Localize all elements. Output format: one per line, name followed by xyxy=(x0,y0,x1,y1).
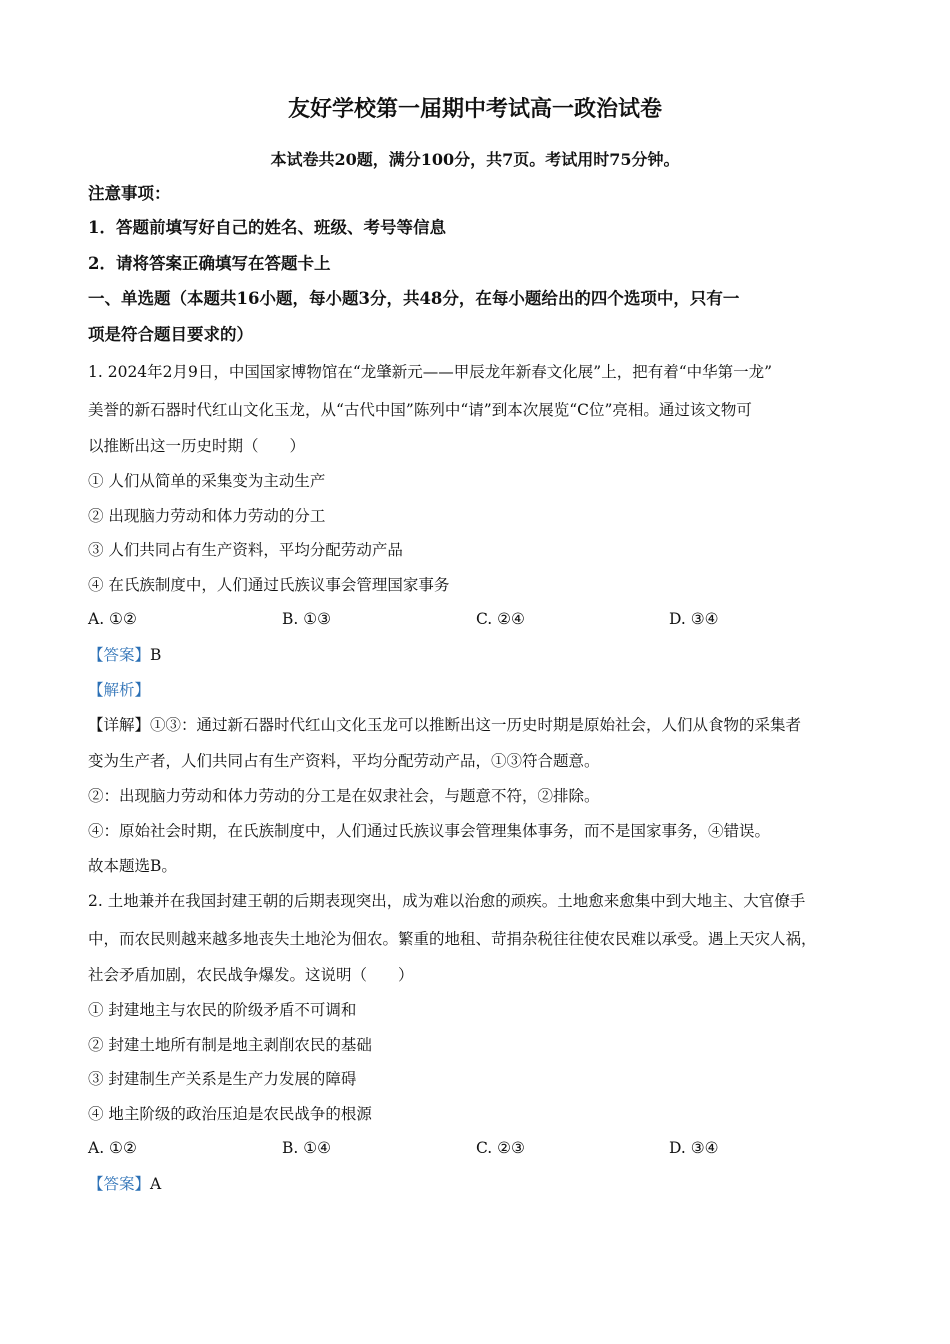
q1-detail-line: 变为生产者，人们共同占有生产资料，平均分配劳动产品，①③符合题意。 xyxy=(88,752,600,770)
q2-stem-line: 中，而农民则越来越多地丧失土地沦为佃农。繁重的地租、苛捐杂税往往使农民难以承受。遇上天灾人祸， xyxy=(88,930,817,948)
notice-heading: 注意事项： xyxy=(88,184,171,203)
q1-option-a: A. ①② xyxy=(88,610,137,628)
answer-value: B xyxy=(150,646,162,664)
exam-info: 本试卷共20题，满分100分，共7页。考试用时75分钟。 xyxy=(270,150,680,169)
notice-item: 2．请将答案正确填写在答题卡上 xyxy=(88,254,331,273)
q2-statement: ③ 封建制生产关系是生产力发展的障碍 xyxy=(88,1070,357,1088)
q2-option-c: C. ②③ xyxy=(476,1139,525,1157)
q2-option-b: B. ①④ xyxy=(282,1139,332,1157)
q1-option-c: C. ②④ xyxy=(476,610,525,628)
q2-option-d: D. ③④ xyxy=(669,1139,719,1157)
q1-stem-line: 1. 2024年2月9日，中国国家博物馆在“龙肇新元——甲辰龙年新春文化展”上，把有着“中华第一龙” xyxy=(88,363,773,381)
q2-statement: ④ 地主阶级的政治压迫是农民战争的根源 xyxy=(88,1105,372,1123)
q2-option-a: A. ①② xyxy=(88,1139,137,1157)
detail-text: ①③：通过新石器时代红山文化玉龙可以推断出这一历史时期是原始社会，人们从食物的采集者 xyxy=(150,716,802,734)
q2-statement: ① 封建地主与农民的阶级矛盾不可调和 xyxy=(88,1001,357,1019)
section-heading-cont: 项是符合题目要求的） xyxy=(88,325,253,344)
q1-detail-line: 故本题选B。 xyxy=(88,857,177,875)
q1-statement: ③ 人们共同占有生产资料，平均分配劳动产品 xyxy=(88,541,403,559)
q2-stem-line: 2. 土地兼并在我国封建王朝的后期表现突出，成为难以治愈的顽疾。土地愈来愈集中到大地主、大官僚手 xyxy=(88,892,806,910)
q2-statement: ② 封建土地所有制是地主剥削农民的基础 xyxy=(88,1036,372,1054)
q1-detail-line: ④：原始社会时期，在氏族制度中，人们通过氏族议事会管理集体事务，而不是国家事务，④错误。 xyxy=(88,822,771,840)
q1-stem-line: 以推断出这一历史时期（ ） xyxy=(88,437,306,455)
answer-tag: 【答案】 xyxy=(88,1175,151,1193)
notice-item: 1．答题前填写好自己的姓名、班级、考号等信息 xyxy=(88,218,446,237)
q1-statement: ② 出现脑力劳动和体力劳动的分工 xyxy=(88,507,326,525)
q1-stem-line: 美誉的新石器时代红山文化玉龙，从“古代中国”陈列中“请”到本次展览“C位”亮相。通过该文物可 xyxy=(88,401,752,419)
q1-detail-line xyxy=(88,715,801,735)
q1-analysis xyxy=(88,680,150,700)
detail-tag: 【详解】 xyxy=(88,716,151,734)
q1-detail-line: ②：出现脑力劳动和体力劳动的分工是在奴隶社会，与题意不符，②排除。 xyxy=(88,787,600,805)
analysis-tag: 【解析】 xyxy=(88,681,151,699)
page-title: 友好学校第一届期中考试高一政治试卷 xyxy=(287,96,662,122)
q1-answer xyxy=(88,645,161,665)
q1-statement: ① 人们从简单的采集变为主动生产 xyxy=(88,472,326,490)
q1-statement: ④ 在氏族制度中，人们通过氏族议事会管理国家事务 xyxy=(88,576,450,594)
answer-value: A xyxy=(150,1175,162,1193)
q1-option-b: B. ①③ xyxy=(282,610,332,628)
q2-stem-line: 社会矛盾加剧，农民战争爆发。这说明（ ） xyxy=(88,966,414,984)
answer-tag: 【答案】 xyxy=(88,646,151,664)
q2-answer xyxy=(88,1174,161,1194)
section-heading: 一、单选题（本题共16小题，每小题3分，共48分，在每小题给出的四个选项中，只有一 xyxy=(88,289,740,308)
q1-option-d: D. ③④ xyxy=(669,610,719,628)
